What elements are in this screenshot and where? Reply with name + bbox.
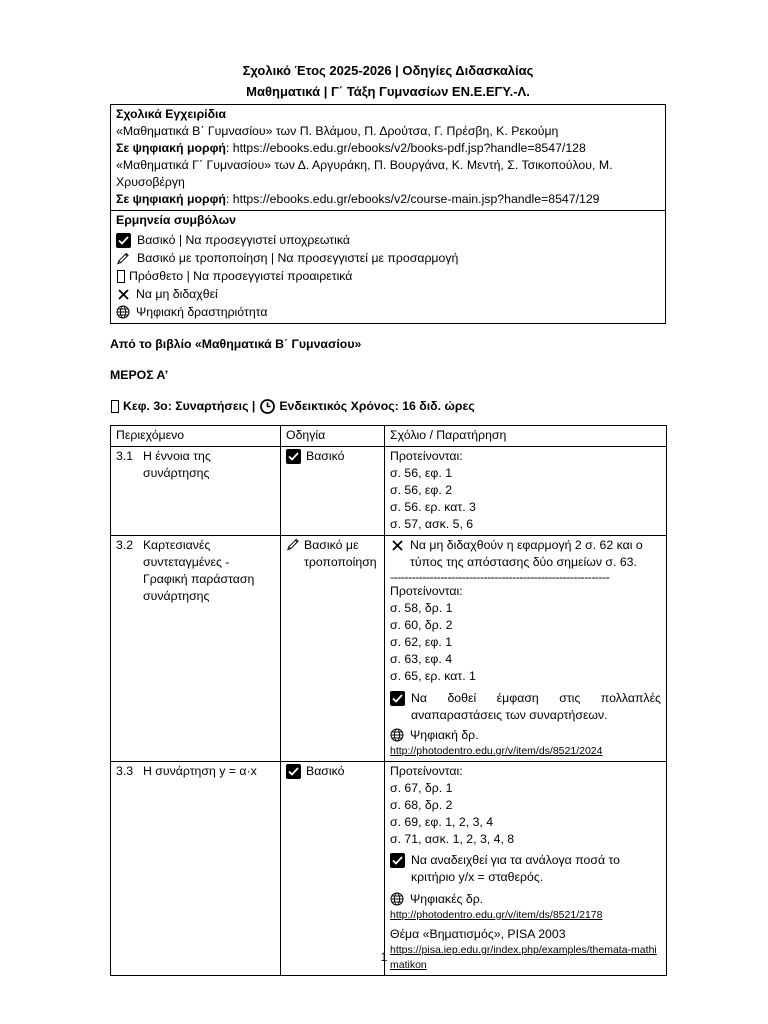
textbooks-section xyxy=(111,105,665,210)
suggested-item: σ. 71, ασκ. 1, 2, 3, 4, 8 xyxy=(390,832,515,846)
suggested-item: σ. 57, ασκ. 5, 6 xyxy=(390,517,474,531)
directive-cell xyxy=(281,536,385,762)
textbook-2-digital xyxy=(116,191,660,208)
box-glyph-icon xyxy=(111,400,119,413)
emphasis-note: Να αναδειχθεί για τα ανάλογα ποσά το κριτήριο y/x = σταθερός. xyxy=(411,853,620,884)
checkbox-icon xyxy=(286,764,301,779)
suggested-intro: Προτείνονται: xyxy=(390,764,463,778)
suggested-item: σ. 60, δρ. 2 xyxy=(390,618,453,632)
separator-line: ------------------------------------------------------------- xyxy=(390,571,610,583)
x-icon xyxy=(116,287,130,301)
suggested-item: σ. 67, δρ. 1 xyxy=(390,781,453,795)
suggested-item: σ. 62, εφ. 1 xyxy=(390,635,453,649)
item-title: Η συνάρτηση y = α·x xyxy=(143,764,257,778)
table-row xyxy=(111,447,667,536)
legend-text: Βασικό | Να προσεγγιστεί υποχρεωτικά xyxy=(137,232,350,247)
suggested-item: σ. 56, εφ. 2 xyxy=(390,483,453,497)
suggested-intro: Προτείνονται: xyxy=(390,584,463,598)
checkbox-icon xyxy=(286,449,301,464)
digital-activity-link[interactable]: http://photodentro.edu.gr/v/item/ds/8521/2178 xyxy=(390,909,603,921)
legend-item-digital xyxy=(116,303,660,321)
content-cell xyxy=(111,762,281,976)
chapter-title: Κεφ. 3ο: Συναρτήσεις | xyxy=(123,399,256,413)
book-source: Από το βιβλίο «Μαθηματικά Β΄ Γυμνασίου» xyxy=(110,337,362,351)
column-header: Περιεχόμενο xyxy=(111,426,281,447)
legend-text: Βασικό με τροποποίηση | Να προσεγγιστεί με προσαρμογή xyxy=(137,250,459,265)
item-number: 3.1 xyxy=(116,449,134,463)
legend-item-modified xyxy=(116,249,660,267)
directive-text: Βασικό xyxy=(306,764,345,778)
globe-icon xyxy=(390,892,404,906)
textbook-2-url[interactable]: : https://ebooks.edu.gr/ebooks/v2/course-main.jsp?handle=8547/129 xyxy=(225,192,600,206)
pisa-item: Θέμα «Βηματισμός», PISA 2003 xyxy=(390,927,566,941)
comment-cell xyxy=(385,536,667,762)
suggested-item: σ. 56, εφ. 1 xyxy=(390,466,453,480)
directive-cell xyxy=(281,762,385,976)
table-row xyxy=(111,536,667,762)
legend-heading: Ερμηνεία συμβόλων xyxy=(116,213,236,227)
digital-activity-link[interactable]: http://photodentro.edu.gr/v/item/ds/8521/2024 xyxy=(390,745,603,757)
suggested-item: σ. 63, εφ. 4 xyxy=(390,652,453,666)
textbook-1-digital xyxy=(116,140,660,157)
doc-title-line2: Μαθηματικά | Γ΄ Τάξη Γυμνασίων ΕΝ.Ε.ΕΓΥ.-Λ. xyxy=(246,84,530,99)
textbook-2: «Μαθηματικά Γ΄ Γυμνασίου» των Δ. Αργυράκη, Π. Βουργάνα, Κ. Μεντή, Σ. Τσικοπούλου, Μ. Χρυσοβέργη xyxy=(116,158,613,189)
globe-icon xyxy=(116,305,130,319)
legend-item-exclude xyxy=(116,285,660,303)
clock-icon xyxy=(260,399,275,414)
legend-text: Να μη διδαχθεί xyxy=(136,286,218,301)
content-cell xyxy=(111,536,281,762)
chapter-heading xyxy=(110,398,666,415)
suggested-item: σ. 69, εφ. 1, 2, 3, 4 xyxy=(390,815,494,829)
digital-activity-label: Ψηφιακές δρ. xyxy=(410,892,484,906)
checkbox-icon xyxy=(116,233,131,248)
table-row xyxy=(111,762,667,976)
chapter-time: Ενδεικτικός Χρόνος: 16 διδ. ώρες xyxy=(279,399,475,413)
item-number: 3.3 xyxy=(116,764,134,778)
digital-label: Σε ψηφιακή μορφή xyxy=(116,192,226,206)
part-heading: ΜΕΡΟΣ Α’ xyxy=(110,368,169,382)
legend-item-basic xyxy=(116,231,660,249)
suggested-item: σ. 65, ερ. κατ. 1 xyxy=(390,669,476,683)
textbooks-heading: Σχολικά Εγχειρίδια xyxy=(116,107,227,121)
column-header: Οδηγία xyxy=(281,426,385,447)
checkbox-icon xyxy=(390,853,405,868)
doc-title-line1: Σχολικό Έτος 2025-2026 | Οδηγίες Διδασκαλίας xyxy=(242,63,534,78)
suggested-item: σ. 58, δρ. 1 xyxy=(390,601,453,615)
pencil-icon xyxy=(286,537,300,551)
checkbox-icon xyxy=(390,691,405,706)
x-icon xyxy=(390,538,404,552)
digital-activity-label: Ψηφιακή δρ. xyxy=(410,728,479,742)
directive-text: Βασικό xyxy=(306,449,345,463)
comment-cell xyxy=(385,447,667,536)
suggested-intro: Προτείνονται: xyxy=(390,449,463,463)
suggested-item: σ. 56. ερ. κατ. 3 xyxy=(390,500,476,514)
item-title: Καρτεσιανές συντεταγμένες - Γραφική παράσταση συνάρτησης xyxy=(143,538,255,603)
comment-cell xyxy=(385,762,667,976)
page-number: 1 xyxy=(380,950,388,964)
textbook-1: «Μαθηματικά Β΄ Γυμνασίου» των Π. Βλάμου, Π. Δρούτσα, Γ. Πρέσβη, Κ. Ρεκούμη xyxy=(116,124,559,138)
legend-item-additional xyxy=(116,267,660,285)
directive-text: Βασικό με τροποποίηση xyxy=(304,538,377,569)
column-header: Σχόλιο / Παρατήρηση xyxy=(385,426,667,447)
pisa-link[interactable]: https://pisa.iep.edu.gr/index.php/examples/themata-mathimatikon xyxy=(390,944,657,971)
globe-icon xyxy=(390,728,404,742)
info-box xyxy=(110,104,666,324)
legend-text: Ψηφιακή δραστηριότητα xyxy=(136,304,268,319)
legend-text: Πρόσθετο | Να προσεγγιστεί προαιρετικά xyxy=(129,268,353,283)
guidance-table xyxy=(110,425,667,976)
item-title: Η έννοια της συνάρτησης xyxy=(143,449,211,480)
box-glyph-icon xyxy=(117,270,125,283)
suggested-item: σ. 68, δρ. 2 xyxy=(390,798,453,812)
content-cell xyxy=(111,447,281,536)
legend-section xyxy=(111,210,665,323)
directive-cell xyxy=(281,447,385,536)
pencil-icon xyxy=(116,251,130,265)
digital-label: Σε ψηφιακή μορφή xyxy=(116,141,226,155)
document-page xyxy=(110,60,666,976)
table-header-row xyxy=(111,426,667,447)
exclude-note: Να μη διδαχθούν η εφαρμογή 2 σ. 62 και ο τύπος της απόστασης δύο σημείων σ. 63. xyxy=(410,538,643,569)
emphasis-note: Να δοθεί έμφαση στις πολλαπλές αναπαραστάσεις των συναρτήσεων. xyxy=(411,691,661,722)
textbook-1-url[interactable]: : https://ebooks.edu.gr/ebooks/v2/books-pdf.jsp?handle=8547/128 xyxy=(225,141,586,155)
item-number: 3.2 xyxy=(116,538,134,552)
